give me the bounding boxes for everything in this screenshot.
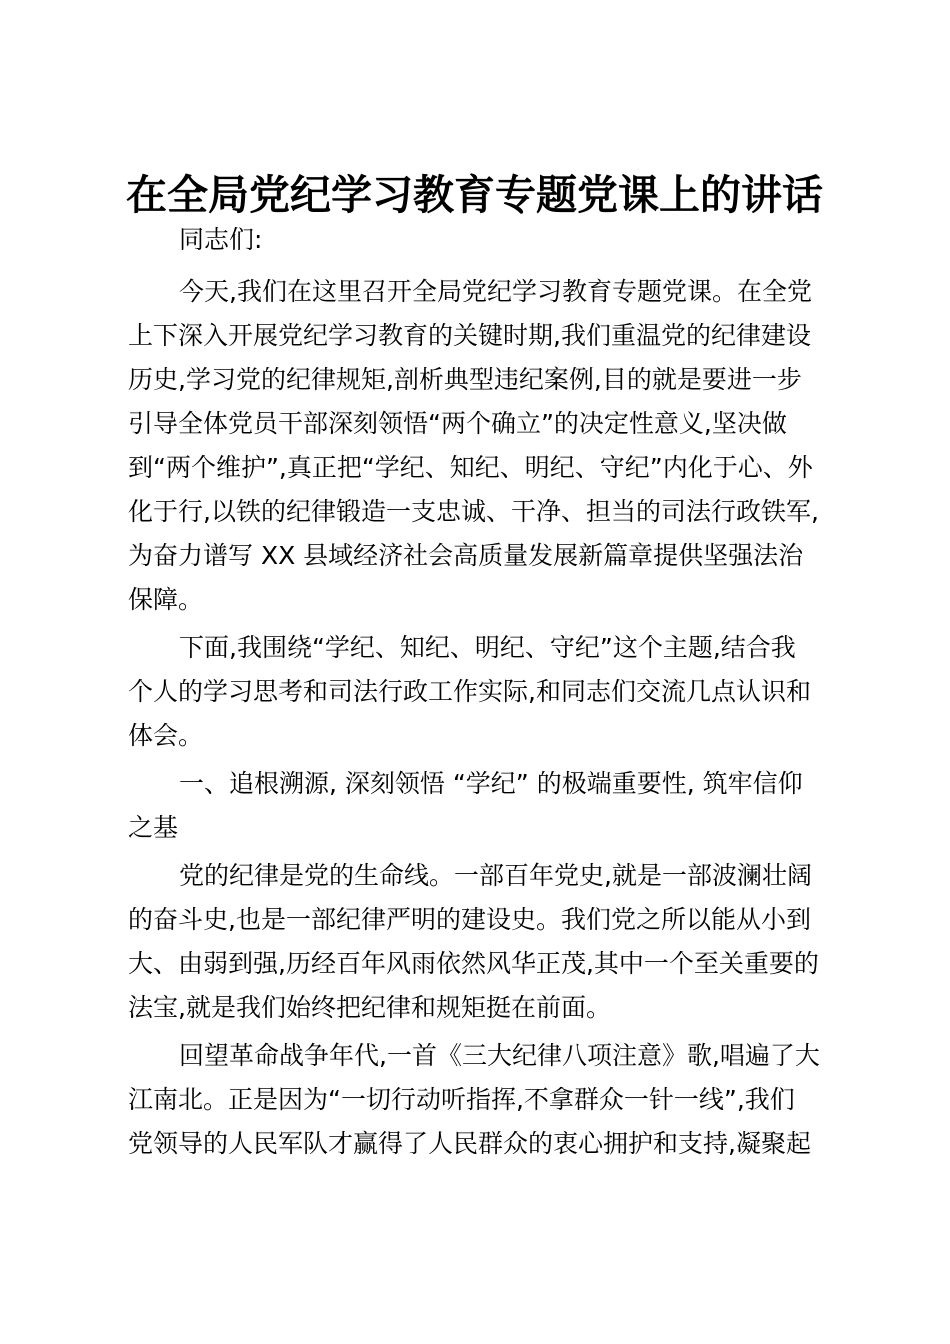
paragraph bbox=[128, 762, 838, 850]
paragraph bbox=[128, 270, 838, 622]
paragraph bbox=[128, 854, 838, 1030]
text-line: 的奋斗史,也是一部纪律严明的建设史。我们党之所以能从小到 bbox=[128, 905, 811, 934]
text-line: 下面,我围绕“学纪、知纪、明纪、守纪”这个主题,结合我 bbox=[179, 633, 796, 662]
document-title: 在全局党纪学习教育专题党课上的讲话 bbox=[126, 171, 823, 219]
text-line: 引导全体党员干部深刻领悟“两个确立”的决定性意义,坚决做 bbox=[128, 409, 787, 438]
text-line: 今天,我们在这里召开全局党纪学习教育专题党课。在全党 bbox=[179, 277, 812, 306]
text-line: 同志们: bbox=[179, 225, 263, 254]
text-line: 党的纪律是党的生命线。一部百年党史,就是一部波澜壮阔 bbox=[179, 861, 812, 890]
text-line: 个人的学习思考和司法行政工作实际,和同志们交流几点认识和 bbox=[128, 677, 811, 706]
text-line: 化于行,以铁的纪律锻造一支忠诚、干净、担当的司法行政铁军, bbox=[128, 497, 819, 526]
text-line: 体会。 bbox=[128, 721, 204, 750]
text-line: 为奋力谱写 XX 县域经济社会高质量发展新篇章提供坚强法治 bbox=[128, 541, 804, 570]
paragraph bbox=[128, 626, 838, 758]
text-line: 上下深入开展党纪学习教育的关键时期,我们重温党的纪律建设 bbox=[128, 321, 811, 350]
text-line: 保障。 bbox=[128, 585, 204, 614]
document-body bbox=[128, 218, 838, 1166]
paragraph bbox=[128, 1034, 838, 1166]
text-line: 一、追根溯源, 深刻领悟 “学纪” 的极端重要性, 筑牢信仰 bbox=[179, 769, 803, 798]
text-line: 历史,学习党的纪律规矩,剖析典型违纪案例,目的就是要进一步 bbox=[128, 365, 802, 394]
text-line: 党领导的人民军队才赢得了人民群众的衷心拥护和支持,凝聚起 bbox=[128, 1129, 811, 1158]
text-line: 法宝,就是我们始终把纪律和规矩挺在前面。 bbox=[128, 993, 611, 1022]
text-line: 之基 bbox=[128, 813, 179, 842]
text-line: 到“两个维护”,真正把“学纪、知纪、明纪、守纪”内化于心、外 bbox=[128, 453, 813, 482]
text-line: 江南北。正是因为“一切行动听指挥,不拿群众一针一线”,我们 bbox=[128, 1085, 795, 1114]
text-line: 回望革命战争年代,一首《三大纪律八项注意》歌,唱遍了大 bbox=[179, 1041, 820, 1070]
text-line: 大、由弱到强,历经百年风雨依然风华正茂,其中一个至关重要的 bbox=[128, 949, 819, 978]
paragraph bbox=[128, 218, 838, 262]
